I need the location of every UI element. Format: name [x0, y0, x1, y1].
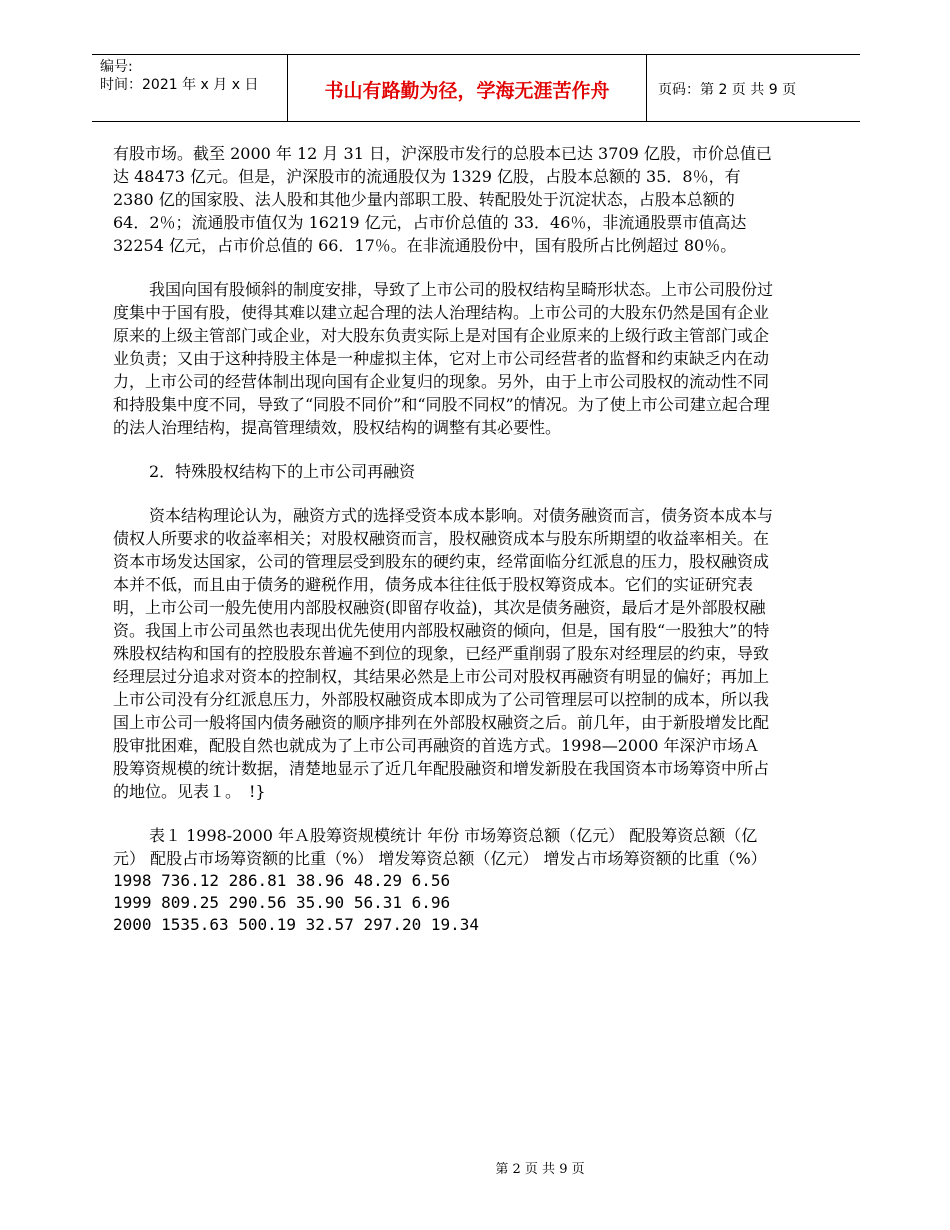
table-row-2000: 2000 1535.63 500.19 32.57 297.20 19.34 — [113, 915, 480, 934]
section-heading: 2．特殊股权结构下的上市公司再融资 — [149, 462, 416, 481]
table-row-1998: 1998 736.12 286.81 38.96 48.29 6.56 — [113, 871, 451, 890]
table-caption: 表１ 1998-2000 年Ａ股筹资规模统计 年份 市场筹资总额（亿元） 配股筹资总额（亿元） 配股占市场筹资额的比重（%） 增发筹资总额（亿元） 增发占市场筹资额的比重（%） — [113, 826, 767, 868]
document-number-label: 编号: — [100, 59, 133, 75]
page-footer: 第 2 页 共 9 页 — [495, 1162, 585, 1177]
header-meta — [100, 58, 258, 94]
body-paragraph-3: 资本结构理论认为，融资方式的选择受资本成本影响。对债务融资而言，债务资本成本与债权人所要求的收益率相关；对股权融资而言，股权融资成本与股东所期望的收益率相关。在资本市场发达国家，公司的管理层受到股东的硬约束，经常面临分红派息的压力，股权融资成本并不低，而且由于债务的避税作用，债务成本往往低于股权筹资成本。它们的实证研究表明，上市公司一般先使用内部股权融资(即留存收益)，其次是债务融资，最后才是外部股权融资。我国上市公司虽然也表现出优先使用内部股权融资的倾向，但是，国有股“一股独大”的特殊股权结构和国有的控股股东普遍不到位的现象，已经严重削弱了股东对经理层的约束，导致经理层过分追求对资本的控制权，其结果必然是上市公司对股权再融资有明显的偏好；再加上上市公司没有分红派息压力，外部股权融资成本即成为了公司管理层可以控制的成本，所以我国上市公司一般将国内债务融资的顺序排列在外部股权融资之后。前几年，由于新股增发比配股审批困难，配股自然也就成为了上市公司再融资的首选方式。1998—2000 年深沪市场Ａ股筹资规模的统计数据，清楚地显示了近几年配股融资和增发新股在我国资本市场筹资中所占的地位。见表１。 !} — [113, 506, 774, 801]
header-page-info: 页码：第 2 页 共 9 页 — [658, 82, 797, 98]
table-row-1999: 1999 809.25 290.56 35.90 56.31 6.96 — [113, 893, 451, 912]
document-body — [113, 142, 773, 936]
body-paragraph-1: 有股市场。截至 2000 年 12 月 31 日，沪深股市发行的总股本已达 3709 亿股，市价总值已达 48473 亿元。但是，沪深股市的流通股仅为 1329 亿股，占股本总额的 35．8％，有 2380 亿的国家股、法人股和其他少量内部职工股、转配股处于沉淀状态，占股本总额的 64．2％；流通股市值仅为 16219 亿元，占市价总值的 33．46％，非流通股票市值高达 32254 亿元，占市价总值的 66．17％。在非流通股份中，国有股所占比例超过 80％。 — [113, 144, 772, 255]
header-motto: 书山有路勤为径，学海无涯苦作舟 — [324, 80, 610, 102]
header-bottom-rule — [92, 121, 860, 122]
body-paragraph-2: 我国向国有股倾斜的制度安排，导致了上市公司的股权结构呈畸形状态。上市公司股份过度集中于国有股，使得其难以建立起合理的法人治理结构。上市公司的大股东仍然是国有企业原来的上级主管部门或企业，对大股东负责实际上是对国有企业原来的上级行政主管部门或企业负责；又由于这种持股主体是一种虚拟主体，它对上市公司经营者的监督和约束缺乏内在动力，上市公司的经营体制出现向国有企业复归的现象。另外，由于上市公司股权的流动性不同和持股集中度不同，导致了“同股不同价”和“同股不同权”的情况。为了使上市公司建立起合理的法人治理结构，提高管理绩效，股权结构的调整有其必要性。 — [113, 280, 774, 437]
document-time-label: 时间：2021 年 x 月 x 日 — [100, 77, 259, 93]
